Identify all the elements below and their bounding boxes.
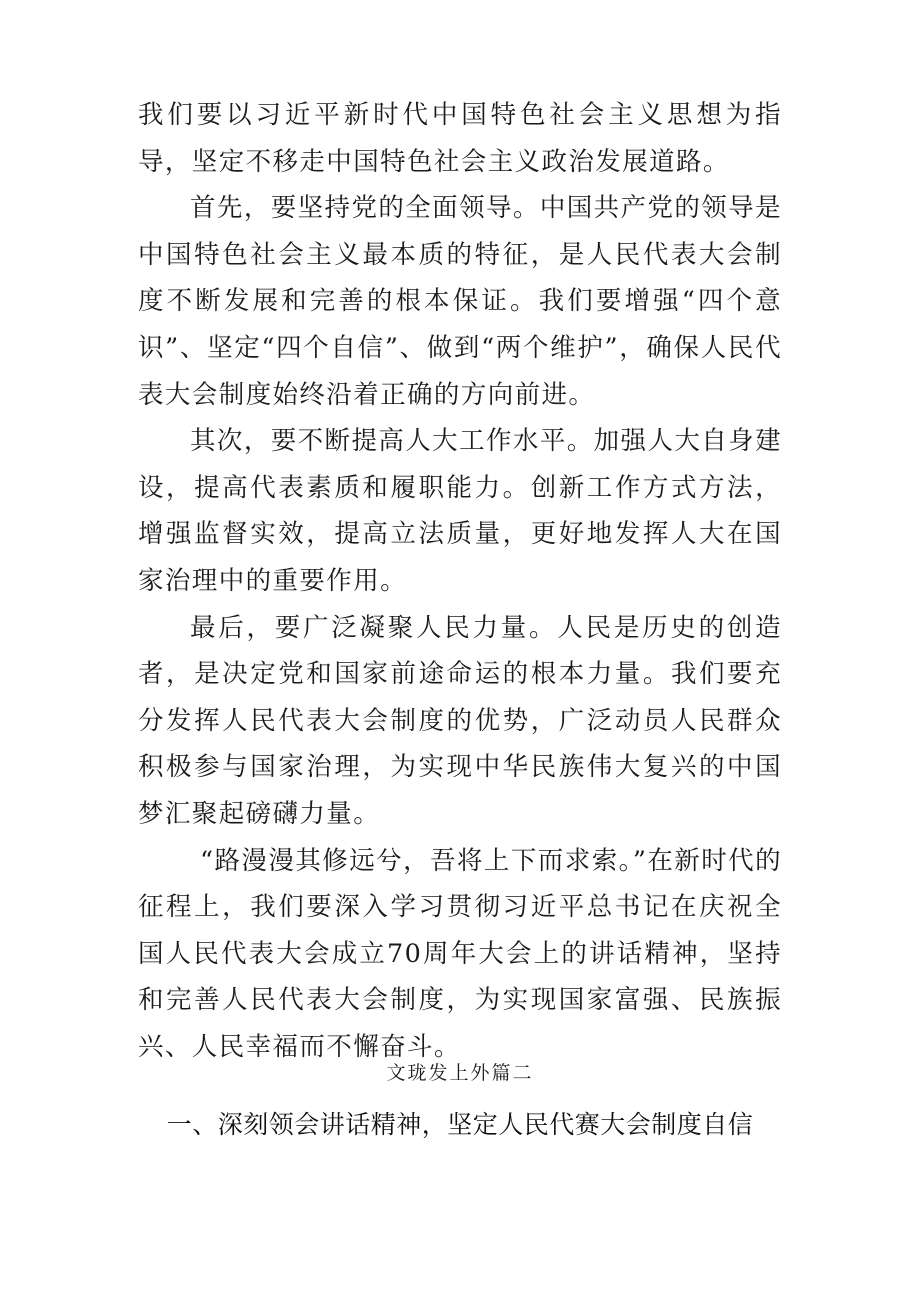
section-subtitle: 文珑发上外篇二 (386, 1062, 534, 1084)
paragraph-4: 最后，要广泛凝聚人民力量。人民是历史的创造者，是决定党和国家前途命运的根本力量。我们要充分发挥人民代表大会制度的优势，广泛动员人民群众积极参与国家治理，为实现中华民族伟大复兴的中国梦汇聚起磅礴力量。 (138, 612, 782, 829)
document-body (138, 92, 782, 1070)
paragraph-5: “路漫漫其修远兮，吾将上下而求索。”在新时代的征程上，我们要深入学习贯彻习近平总书记在庆祝全国人民代表大会成立70周年大会上的讲话精神，坚持和完善人民代表大会制度，为实现国家富强、民族振兴、人民幸福而不懈奋斗。 (138, 845, 782, 1062)
paragraph-1: 我们要以习近平新时代中国特色社会主义思想为指导，坚定不移走中国特色社会主义政治发展道路。 (138, 100, 782, 177)
paragraph-2: 首先，要坚持党的全面领导。中国共产党的领导是中国特色社会主义最本质的特征，是人民代表大会制度不断发展和完善的根本保证。我们要增强“四个意识”、坚定“四个自信”、做到“两个维护”，确保人民代表大会制度始终沿着正确的方向前进。 (138, 193, 782, 410)
paragraph-3: 其次，要不断提高人大工作水平。加强人大自身建设，提高代表素质和履职能力。创新工作方式方法，增强监督实效，提高立法质量，更好地发挥人大在国家治理中的重要作用。 (138, 426, 782, 596)
section-heading: 一、深刻领会讲话精神，坚定人民代赛大会制度自信 (166, 1110, 754, 1139)
